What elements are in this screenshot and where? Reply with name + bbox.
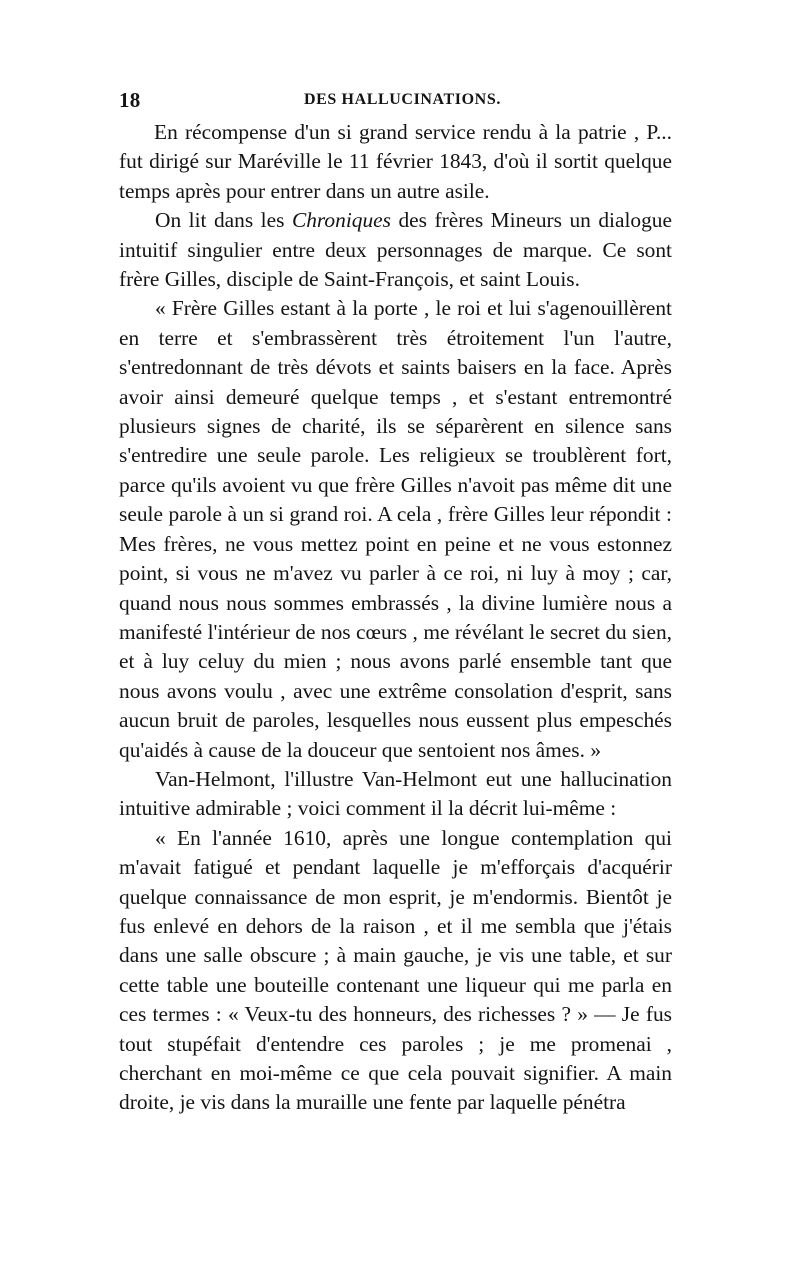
body-text: [119, 118, 672, 1118]
book-page: [119, 88, 672, 1118]
paragraph: [119, 206, 672, 294]
running-header: [119, 88, 672, 118]
paragraph-text: On lit dans les: [155, 208, 292, 233]
book-title-italic: Chroniques: [291, 208, 391, 233]
paragraph: En récompense d'un si grand service rendu à la patrie , P... fut dirigé sur Maréville le 11 février 1843, d'où il sortit quelque temps après pour entrer dans un autre asile.: [119, 120, 672, 203]
paragraph: « Frère Gilles estant à la porte , le roi et lui s'agenouillèrent en terre et s'embrassèrent très étroitement l'un l'autre, s'entredonnant de très dévots et saints baisers en la face. Après avoir ainsi demeuré quelque temps , et s'estant entremontré plusieurs signes de charité, ils se séparèrent en silence sans s'entredire une seule parole. Les religieux se troublèrent fort, parce qu'ils avoient vu que frère Gilles n'avoit pas même dit une seule parole à un si grand roi. A cela , frère Gilles leur répondit : Mes frères, ne vous mettez point en peine et ne vous estonnez point, si vous ne m'avez vu parler à ce roi, ni luy à moy ; car, quand nous nous sommes embrassés , la divine lumière nous a manifesté l'intérieur de nos cœurs , me révélant le secret du sien, et à luy celuy du mien ; nous avons parlé ensemble tant que nous avons voulu , avec une extrême consolation d'esprit, sans aucun bruit de paroles, lesquelles nous eussent plus empeschés qu'aidés à cause de la douceur que sentoient nos âmes. »: [119, 296, 672, 762]
paragraph: « En l'année 1610, après une longue contemplation qui m'avait fatigué et pendant laquelle je m'efforçais d'acquérir quelque connaissance de mon esprit, je m'endormis. Bientôt je fus enlevé en dehors de la raison , et il me sembla que j'étais dans une salle obscure ; à main gauche, je vis une table, et sur cette table une bouteille contenant une liqueur qui me parla en ces termes : « Veux-tu des honneurs, des richesses ? » — Je fus tout stupéfait d'entendre ces paroles ; je me promenai , cherchant en moi-même ce que cela pouvait signifier. A main droite, je vis dans la muraille une fente par laquelle pénétra: [119, 825, 672, 1115]
running-title: DES HALLUCINATIONS.: [304, 91, 501, 108]
page-number: 18: [119, 88, 141, 112]
paragraph: Van-Helmont, l'illustre Van-Helmont eut une hallucination intuitive admirable ; voici comment il la décrit lui-même :: [119, 766, 672, 821]
paragraph-text: des frères Mineurs un dialogue intuitif singulier entre deux personnages de marque. Ce sont frère Gilles, disciple de Saint-François, et saint Louis.: [119, 208, 672, 292]
